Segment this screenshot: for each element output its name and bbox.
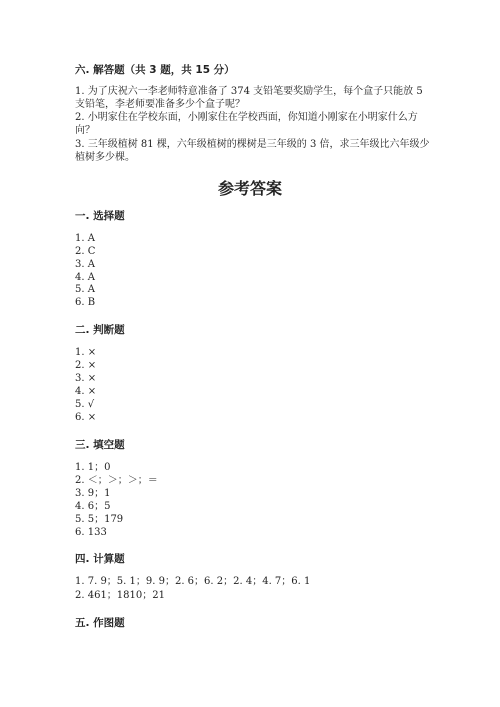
- fill-answer: 4. 6；5: [75, 501, 111, 512]
- question-1-line-2: 支铅笔，李老师要准备多少个盒子呢？: [75, 99, 245, 110]
- calc-answer: 2. 461；1810；21: [75, 590, 165, 601]
- choice-answer: 6. B: [75, 297, 96, 308]
- section-heading-draw: 五. 作图题: [75, 617, 125, 629]
- fill-answer: 3. 9；1: [75, 488, 111, 499]
- choice-answer: 3. A: [75, 259, 95, 270]
- choice-answer: 2. C: [75, 246, 96, 257]
- section-heading-calc: 四. 计算题: [75, 553, 125, 565]
- choice-answer: 1. A: [75, 233, 95, 244]
- question-1-line-1: 1. 为了庆祝六一李老师特意准备了 374 支铅笔要奖励学生，每个盒子只能放 5: [75, 86, 423, 97]
- section-heading-fill: 三. 填空题: [75, 439, 125, 451]
- judge-answer: 4. ×: [75, 386, 97, 397]
- fill-answer: 5. 5；179: [75, 514, 124, 525]
- section-heading-choice: 一. 选择题: [75, 210, 125, 222]
- fill-answer: 2. ＜；＞；＞；＝: [75, 475, 158, 486]
- calc-answer: 1. 7. 9；5. 1；9. 9；2. 6；6. 2；2. 4；4. 7；6. 1: [75, 576, 311, 587]
- question-3-line-2: 植树多少棵。: [75, 152, 135, 163]
- fill-answer: 6. 133: [75, 527, 107, 538]
- answers-title: 参考答案: [217, 179, 282, 198]
- question-3-line-1: 3. 三年级植树 81 棵，六年级植树的棵树是三年级的 3 倍，求三年级比六年级少: [75, 139, 430, 150]
- judge-answer: 5. √: [75, 399, 95, 410]
- choice-answer: 5. A: [75, 284, 95, 295]
- judge-answer: 3. ×: [75, 373, 97, 384]
- judge-answer: 6. ×: [75, 412, 97, 423]
- section-heading-solve: 六. 解答题（共 3 题，共 15 分）: [75, 64, 235, 76]
- judge-answer: 1. ×: [75, 347, 97, 358]
- choice-answer: 4. A: [75, 272, 95, 283]
- question-2-line-1: 2. 小明家住在学校东面，小刚家住在学校西面，你知道小刚家在小明家什么方: [75, 112, 418, 123]
- fill-answer: 1. 1；0: [75, 462, 111, 473]
- section-heading-judge: 二. 判断题: [75, 324, 125, 336]
- judge-answer: 2. ×: [75, 360, 97, 371]
- question-2-line-2: 向？: [75, 125, 95, 136]
